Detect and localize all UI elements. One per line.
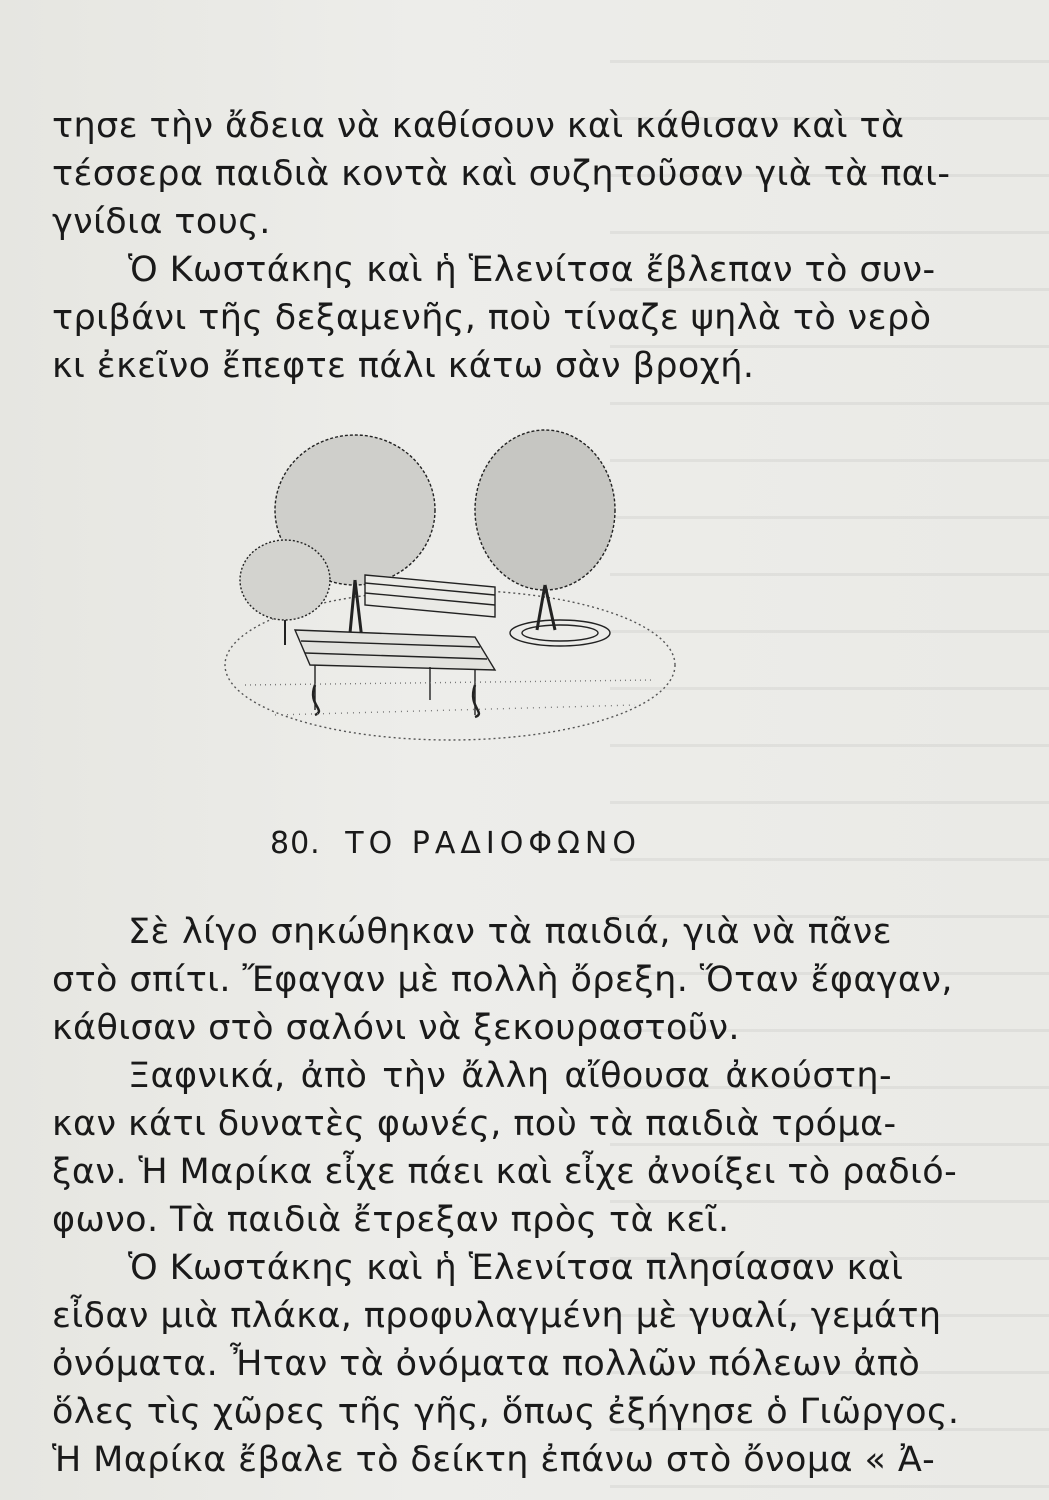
paragraph-line: Ξαφνικά, ἀπὸ τὴν ἄλλη αἴθουσα ἀκούστη- [128,1056,892,1096]
paragraph-line: Ἡ Μαρίκα ἔβαλε τὸ δείκτη ἐπάνω στὸ ὄνομα « Ἀ- [52,1440,936,1480]
paragraph-line: εἶδαν μιὰ πλάκα, προφυλαγμένη μὲ γυαλί, γεμάτη [52,1296,942,1336]
paragraph-line: Ὁ Κωστάκης καὶ ἡ Ἑλενίτσα ἔβλεπαν τὸ συν- [128,250,936,290]
paragraph-line: Ὁ Κωστάκης καὶ ἡ Ἑλενίτσα πλησίασαν καὶ [128,1248,904,1288]
paragraph-line: Σὲ λίγο σηκώθηκαν τὰ παιδιά, γιὰ νὰ πᾶνε [128,912,892,952]
chapter-title: ΤΟ ΡΑΔΙΟΦΩΝΟ [345,826,641,861]
paragraph-line: ξαν. Ἡ Μαρίκα εἶχε πάει καὶ εἶχε ἀνοίξει τὸ ραδιό- [52,1152,958,1192]
paragraph-line: φωνο. Τὰ παιδιὰ ἔτρεξαν πρὸς τὰ κεῖ. [52,1200,730,1240]
paragraph-line: στὸ σπίτι. Ἔφαγαν μὲ πολλὴ ὄρεξη. Ὅταν ἔφαγαν, [52,960,953,1000]
paragraph-line: τριβάνι τῆς δεξαμενῆς, ποὺ τίναζε ψηλὰ τὸ νερὸ [52,298,932,338]
paragraph-line: γνίδια τους. [52,202,271,242]
chapter-heading [270,826,641,861]
paragraph-line: κι ἐκεῖνο ἔπεφτε πάλι κάτω σὰν βροχή. [52,346,755,386]
paragraph-line: ὀνόματα. Ἦταν τὰ ὀνόματα πολλῶν πόλεων ἀπὸ [52,1344,921,1384]
park-bench-illustration [215,415,685,755]
paragraph-line: καν κάτι δυνατὲς φωνές, ποὺ τὰ παιδιὰ τρόμα- [52,1104,897,1144]
paragraph-line: τησε τὴν ἄδεια νὰ καθίσουν καὶ κάθισαν καὶ τὰ [52,106,905,146]
paragraph-line: κάθισαν στὸ σαλόνι νὰ ξεκουραστοῦν. [52,1008,740,1048]
paragraph-line: τέσσερα παιδιὰ κοντὰ καὶ συζητοῦσαν γιὰ τὰ παι- [52,154,951,194]
chapter-number: 80. [270,826,321,861]
paragraph-line: ὅλες τὶς χῶρες τῆς γῆς, ὅπως ἐξήγησε ὁ Γιῶργος. [52,1392,960,1432]
